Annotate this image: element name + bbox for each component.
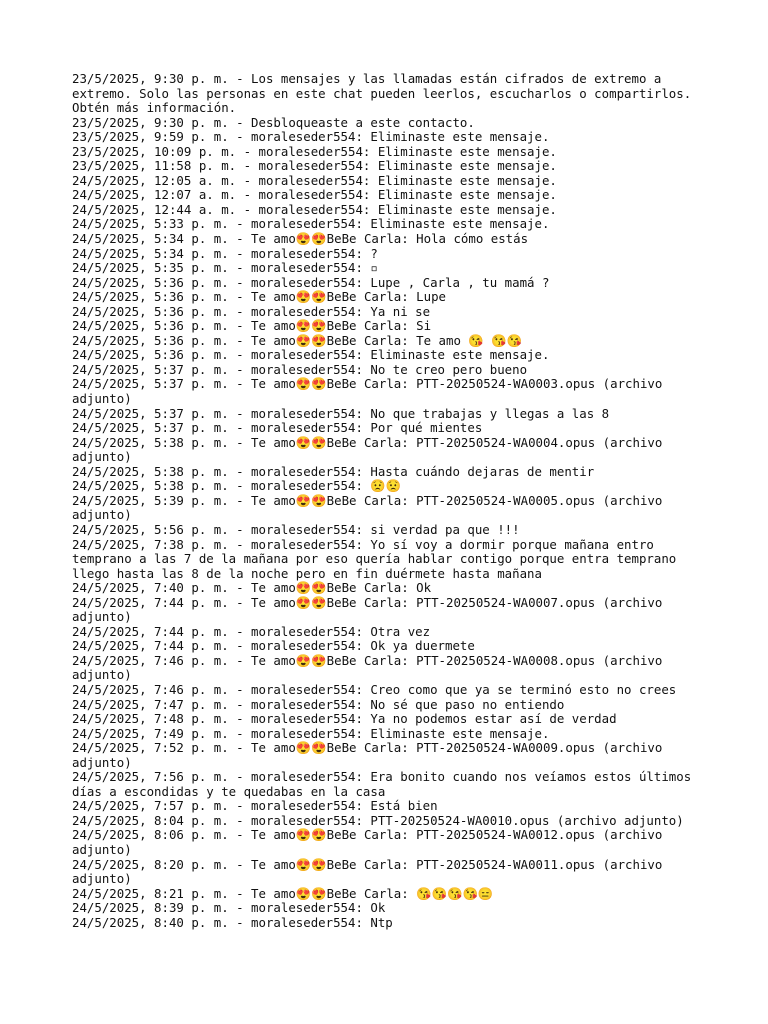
chat-line: 24/5/2025, 7:46 p. m. - moraleseder554: Creo como que ya se terminó esto no crees (72, 681, 677, 697)
chat-line: 24/5/2025, 7:44 p. m. - moraleseder554: Otra vez (72, 623, 431, 639)
chat-line: 24/5/2025, 5:38 p. m. - Te amo😍😍BeBe Carla: PTT-20250524-WA0004.opus (archivo adjunto) (72, 434, 670, 465)
chat-line: 24/5/2025, 5:36 p. m. - Te amo😍😍BeBe Carla: Si (72, 318, 432, 334)
chat-line: 24/5/2025, 5:38 p. m. - moraleseder554: 😟😟 (72, 478, 402, 494)
chat-line: 24/5/2025, 7:52 p. m. - Te amo😍😍BeBe Carla: PTT-20250524-WA0009.opus (archivo adjunto) (72, 740, 670, 770)
chat-line: 24/5/2025, 12:07 a. m. - moraleseder554: Eliminaste este mensaje. (72, 187, 557, 203)
chat-line: 24/5/2025, 5:37 p. m. - moraleseder554: Por qué mientes (72, 420, 483, 436)
chat-line: 24/5/2025, 5:37 p. m. - Te amo😍😍BeBe Carla: PTT-20250524-WA0003.opus (archivo adjunto) (72, 376, 670, 407)
chat-line: 23/5/2025, 9:30 p. m. - Los mensajes y las llamadas están cifrados de extremo a extremo. Solo las personas en este chat pueden leerlos, escucharlos o compartirlos. Obtén más información. (72, 71, 699, 116)
chat-line: 23/5/2025, 9:59 p. m. - moraleseder554: Eliminaste este mensaje. (72, 129, 550, 145)
chat-line: 24/5/2025, 5:36 p. m. - Te amo😍😍BeBe Carla: Te amo 😘 😘😘 (72, 332, 523, 348)
chat-line: 24/5/2025, 8:20 p. m. - Te amo😍😍BeBe Carla: PTT-20250524-WA0011.opus (archivo adjunto) (72, 856, 670, 887)
chat-line: 24/5/2025, 7:57 p. m. - moraleseder554: Está bien (72, 798, 438, 814)
chat-line: 24/5/2025, 7:38 p. m. - moraleseder554: Yo sí voy a dormir porque mañana entro temprano a las 7 de la mañana por eso quería hablar contigo porque entra temprano llego hasta las 8 de la noche pero en fin duérmete hasta mañana (72, 536, 684, 581)
chat-line: 24/5/2025, 5:56 p. m. - moraleseder554: si verdad pa que !!! (72, 521, 520, 537)
chat-line: 24/5/2025, 5:34 p. m. - moraleseder554: ? (72, 245, 378, 261)
chat-line: 24/5/2025, 8:04 p. m. - moraleseder554: PTT-20250524-WA0010.opus (archivo adjunto) (72, 812, 684, 828)
chat-line: 24/5/2025, 12:05 a. m. - moraleseder554: Eliminaste este mensaje. (72, 172, 557, 188)
chat-line: 24/5/2025, 5:36 p. m. - moraleseder554: Eliminaste este mensaje. (72, 347, 550, 363)
chat-line: 24/5/2025, 5:36 p. m. - moraleseder554: Ya ni se (72, 303, 431, 319)
chat-line: 24/5/2025, 8:06 p. m. - Te amo😍😍BeBe Carla: PTT-20250524-WA0012.opus (archivo adjunto) (72, 827, 670, 857)
chat-line: 24/5/2025, 5:34 p. m. - Te amo😍😍BeBe Carla: Hola cómo estás (72, 231, 529, 247)
chat-transcript (72, 72, 712, 930)
chat-line: 24/5/2025, 5:33 p. m. - moraleseder554: Eliminaste este mensaje. (72, 216, 550, 232)
chat-line: 23/5/2025, 9:30 p. m. - Desbloqueaste a este contacto. (72, 114, 475, 130)
chat-line: 24/5/2025, 7:44 p. m. - Te amo😍😍BeBe Carla: PTT-20250524-WA0007.opus (archivo adjunto) (72, 594, 670, 625)
chat-line: 24/5/2025, 5:36 p. m. - Te amo😍😍BeBe Carla: Lupe (72, 289, 447, 305)
chat-line: 24/5/2025, 8:21 p. m. - Te amo😍😍BeBe Carla: 😘😘😘😘😑 (72, 885, 494, 901)
chat-line: 24/5/2025, 7:40 p. m. - Te amo😍😍BeBe Carla: Ok (72, 580, 432, 596)
chat-line: 24/5/2025, 7:49 p. m. - moraleseder554: Eliminaste este mensaje. (72, 725, 550, 741)
chat-line: 24/5/2025, 7:48 p. m. - moraleseder554: Ya no podemos estar así de verdad (72, 711, 617, 727)
chat-line: 24/5/2025, 7:56 p. m. - moraleseder554: Era bonito cuando nos veíamos estos últimos días a escondidas y te quedabas en la casa (72, 769, 699, 799)
chat-line: 23/5/2025, 11:58 p. m. - moraleseder554: Eliminaste este mensaje. (72, 158, 557, 174)
chat-line: 24/5/2025, 8:39 p. m. - moraleseder554: Ok (72, 900, 386, 916)
chat-line: 24/5/2025, 12:44 a. m. - moraleseder554: Eliminaste este mensaje. (72, 201, 557, 217)
chat-line: 24/5/2025, 5:36 p. m. - moraleseder554: Lupe , Carla , tu mamá ? (72, 274, 550, 290)
chat-line: 24/5/2025, 7:47 p. m. - moraleseder554: No sé que paso no entiendo (72, 696, 565, 712)
chat-line: 24/5/2025, 7:44 p. m. - moraleseder554: Ok ya duermete (72, 638, 475, 654)
chat-line: 24/5/2025, 5:35 p. m. - moraleseder554: ▫ (72, 260, 378, 276)
chat-line: 24/5/2025, 5:37 p. m. - moraleseder554: No que trabajas y llegas a las 8 (72, 405, 610, 421)
chat-line: 24/5/2025, 7:46 p. m. - Te amo😍😍BeBe Carla: PTT-20250524-WA0008.opus (archivo adjunto) (72, 652, 670, 683)
chat-line: 24/5/2025, 5:39 p. m. - Te amo😍😍BeBe Carla: PTT-20250524-WA0005.opus (archivo adjunto) (72, 492, 670, 523)
chat-line: 24/5/2025, 5:38 p. m. - moraleseder554: Hasta cuándo dejaras de mentir (72, 463, 595, 479)
chat-line: 24/5/2025, 8:40 p. m. - moraleseder554: Ntp (72, 914, 393, 930)
chat-line: 24/5/2025, 5:37 p. m. - moraleseder554: No te creo pero bueno (72, 361, 528, 377)
chat-line: 23/5/2025, 10:09 p. m. - moraleseder554: Eliminaste este mensaje. (72, 143, 557, 159)
